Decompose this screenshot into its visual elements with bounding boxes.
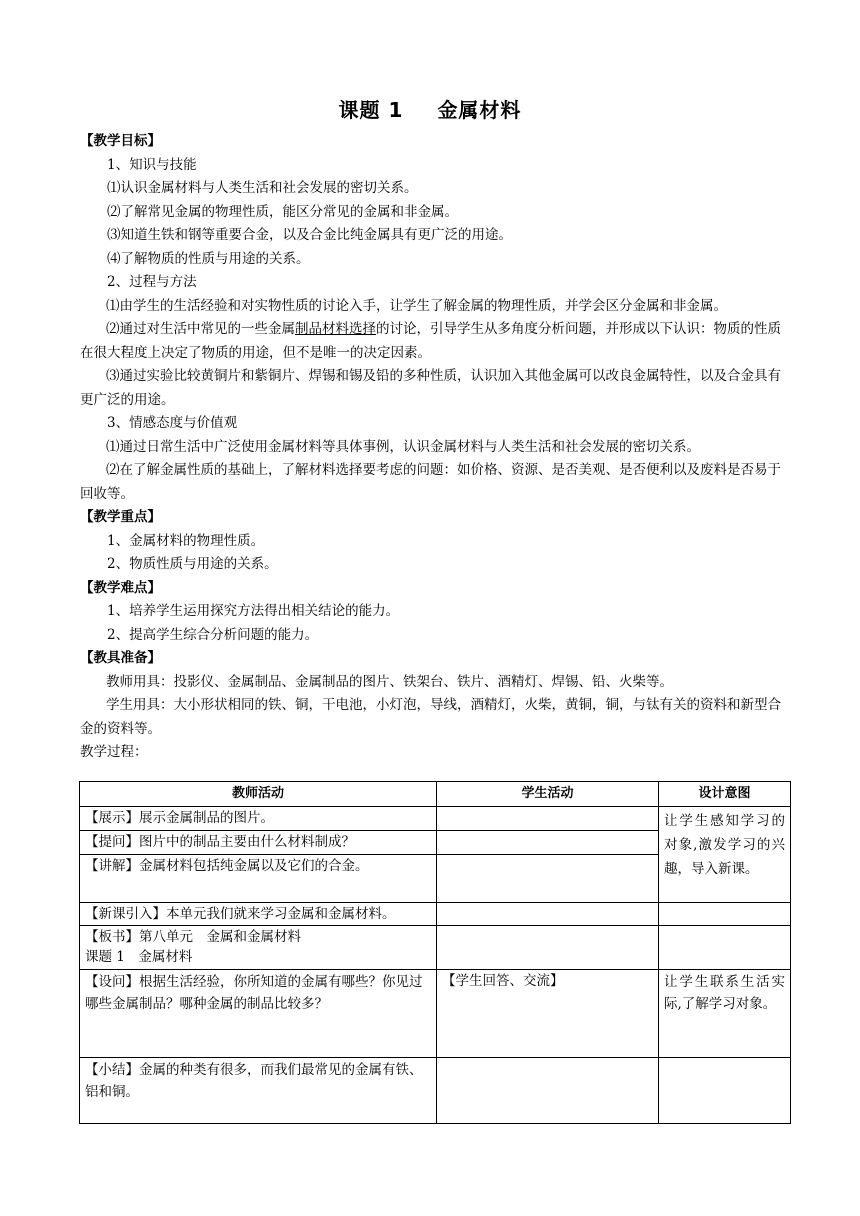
teacher-cell: 【新课引入】本单元我们就来学习金属和金属材料。 <box>80 903 437 926</box>
student-cell <box>437 903 659 926</box>
keypoints-item-1: 1、金属材料的物理性质。 <box>107 532 265 549</box>
student-cell <box>437 831 659 855</box>
keypoints-item-2: 2、物质性质与用途的关系。 <box>107 556 278 572</box>
document-body <box>80 130 790 765</box>
board-line-1: 【板书】第八单元 金属和金属材料 <box>85 929 301 945</box>
teacher-cell <box>80 926 437 970</box>
tools-student: 学生用具：大小形状相同的铁、铜，干电池，小灯泡，导线，酒精灯，火柴，黄铜，铜，与钛有关的资料和新型合金的资料等。 <box>80 697 781 737</box>
table-row <box>80 903 791 926</box>
goals-method-2-start: ⑵通过对生活中常见的一些金属 <box>106 321 295 337</box>
page-title <box>0 94 860 123</box>
keypoints-heading: 【教学重点】 <box>80 509 161 525</box>
intent-cell: 让学生感知学习的对象,激发学习的兴趣，导入新课。 <box>659 807 791 903</box>
board-line-2: 课题 1 金属材料 <box>85 949 193 965</box>
student-cell <box>437 855 659 903</box>
difficulties-item-2: 2、提高学生综合分析问题的能力。 <box>107 626 319 643</box>
goals-knowledge-2: ⑵了解常见金属的物理性质，能区分常见的金属和非金属。 <box>107 203 458 220</box>
title-lesson-number: 课题 1 <box>338 98 404 122</box>
goals-method-2-underlined: 制品材料选择 <box>295 321 376 337</box>
goals-knowledge-3: ⑶知道生铁和钢等重要合金，以及合金比纯金属具有更广泛的用途。 <box>107 227 512 243</box>
intent-cell <box>659 1058 791 1124</box>
student-cell <box>437 926 659 970</box>
goals-method-1: ⑴由学生的生活经验和对实物性质的讨论入手，让学生了解金属的物理性质，并学会区分金属和非金属。 <box>106 297 727 314</box>
title-topic: 金属材料 <box>437 98 522 122</box>
goals-emotion-1: ⑴通过日常生活中广泛使用金属材料等具体事例，认识金属材料与人类生活和社会发展的密切关系。 <box>106 438 700 455</box>
intent-cell <box>659 903 791 926</box>
goals-method-3: ⑶通过实验比较黄铜片和紫铜片、焊锡和锡及铅的多种性质，认识加入其他金属可以改良金属特性，以及合金具有更广泛的用途。 <box>80 368 781 408</box>
goals-knowledge-4: ⑷了解物质的性质与用途的关系。 <box>107 250 310 267</box>
teaching-process-table <box>79 781 791 1124</box>
table-row <box>80 1058 791 1124</box>
intent-cell: 让学生联系生活实际,了解学习对象。 <box>659 970 791 1058</box>
difficulties-item-1: 1、培养学生运用探究方法得出相关结论的能力。 <box>107 603 400 619</box>
teacher-cell: 【展示】展示金属制品的图片。 <box>80 807 437 831</box>
goals-knowledge-title: 1、知识与技能 <box>107 156 197 173</box>
goals-method-2 <box>80 318 790 365</box>
header-student-activity: 学生活动 <box>437 782 659 807</box>
goals-emotion-2: ⑵在了解金属性质的基础上，了解材料选择要考虑的问题：如价格、资源、是否美观、是否便利以及废料是否易于回收等。 <box>80 462 781 502</box>
goals-knowledge-1: ⑴认识金属材料与人类生活和社会发展的密切关系。 <box>107 180 418 196</box>
intent-cell <box>659 926 791 970</box>
student-cell <box>437 1058 659 1124</box>
student-cell <box>437 807 659 831</box>
tools-heading: 【教具准备】 <box>80 650 161 666</box>
goals-heading: 【教学目标】 <box>80 133 161 149</box>
goals-emotion-title: 3、情感态度与价值观 <box>107 415 238 431</box>
student-cell: 【学生回答、交流】 <box>437 970 659 1058</box>
difficulties-heading: 【教学难点】 <box>80 579 161 596</box>
table-header-row <box>80 782 791 807</box>
goals-method-2-end: 的讨论，引导学生从多角度分析问题，并形成以下认识：物质的性质在很大程度上决定了物质的用途，但不是唯一的决定因素。 <box>80 321 781 361</box>
teacher-cell: 【小结】金属的种类有很多，而我们最常见的金属有铁、铝和铜。 <box>80 1058 437 1124</box>
teacher-cell: 【提问】图片中的制品主要由什么材料制成？ <box>80 831 437 855</box>
teacher-cell: 【讲解】金属材料包括纯金属以及它们的合金。 <box>80 855 437 903</box>
table-row <box>80 807 791 831</box>
table-row <box>80 970 791 1058</box>
header-design-intent: 设计意图 <box>659 782 791 807</box>
teacher-cell: 【设问】根据生活经验，你所知道的金属有哪些？你见过哪些金属制品？哪种金属的制品比较多？ <box>80 970 437 1058</box>
header-teacher-activity: 教师活动 <box>80 782 437 807</box>
goals-method-title: 2、过程与方法 <box>107 274 197 290</box>
table-row <box>80 926 791 970</box>
process-label: 教学过程： <box>80 744 148 760</box>
tools-teacher: 教师用具：投影仪、金属制品、金属制品的图片、铁架台、铁片、酒精灯、焊锡、铅、火柴等。 <box>106 673 673 690</box>
